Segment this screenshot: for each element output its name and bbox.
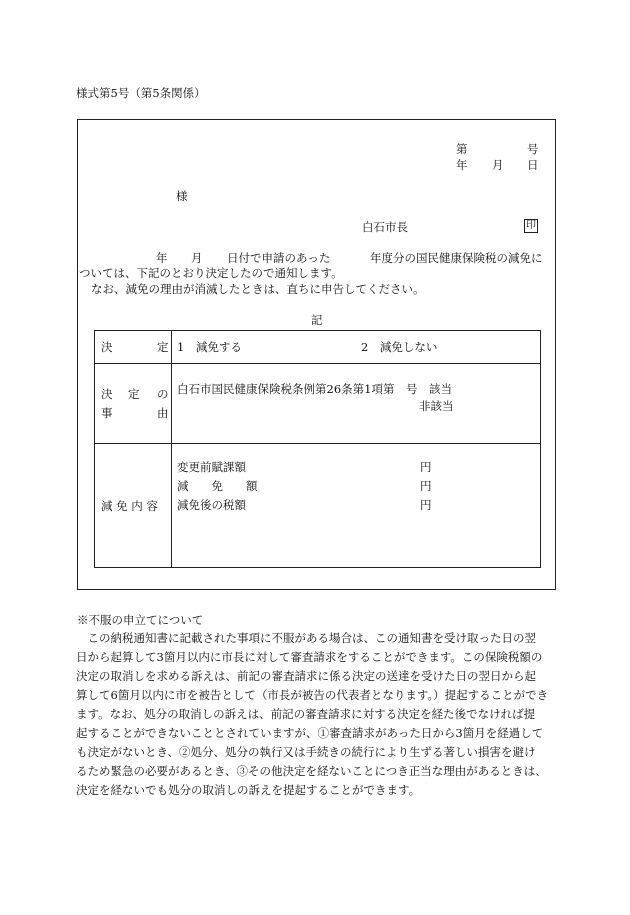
reason-label: 決 定 の 事 由: [95, 364, 172, 444]
intro-rest: 年度分の国民健康保険税の減免に: [370, 251, 543, 265]
appeal-line: 算して6箇月以内に市を被告として（市長が被告の代表者となります。）提起することができ: [76, 688, 549, 702]
table-row: [95, 331, 541, 364]
addressee-suffix: 様: [176, 189, 188, 203]
appeal-line: ます。なお、処分の取消しの訴えは、前記の審査請求に対する決定を経た後でなければ提: [76, 707, 536, 721]
issuer-name: 白石市長: [362, 220, 408, 234]
number-suffix: 号: [527, 142, 539, 156]
decision-options: [172, 331, 541, 364]
reduction-amount-unit: 円: [420, 479, 432, 493]
date-day: 日: [527, 158, 539, 172]
seal-mark: [524, 217, 538, 233]
table-row: [95, 364, 541, 444]
body-line-2: ついては、下記のとおり決定したので通知します。: [79, 266, 343, 280]
appeal-line: この納税通知書に記載された事項に不服がある場合は、この通知書を受け取った日の翌: [76, 631, 536, 645]
intro-year: 年: [156, 251, 168, 265]
amount-after-unit: 円: [420, 498, 432, 512]
table-row: [95, 444, 541, 568]
option-no-reduce: 2 減免しない: [361, 340, 438, 354]
intro-day-text: 日付で申請のあった: [227, 251, 331, 265]
appeal-heading: ※不服の申立てについて: [77, 613, 204, 627]
decision-table: [94, 330, 541, 568]
reduction-amount-label: 減 免 額: [177, 479, 258, 493]
intro-month: 月: [191, 251, 203, 265]
appeal-line: も決定がないとき、②処分、処分の執行又は手続きの続行により生ずる著しい損害を避け: [76, 745, 536, 759]
appeal-line: るため緊急の必要があるとき、③その他決定を経ないことにつき正当な理由があるときは、: [76, 764, 547, 778]
amount-before-label: 変更前賦課額: [177, 460, 246, 474]
ki-heading: 記: [311, 313, 323, 327]
option-reduce: 1 減免する: [177, 340, 242, 354]
amount-after-label: 減免後の税額: [177, 498, 246, 512]
reason-content: [172, 364, 541, 444]
form-title: 様式第5号（第5条関係）: [76, 86, 206, 100]
appeal-line: 日から起算して3箇月以内に市長に対して審査請求をすることができます。この保険税額の: [76, 650, 543, 664]
decision-label: 決 定: [95, 331, 172, 364]
appeal-line: 決定を経ないでも処分の取消しの訴えを提起することができます。: [76, 783, 421, 797]
number-prefix: 第: [456, 142, 468, 156]
appeal-line: 決定の取消しを求める訴えは、前記の審査請求に係る決定の送達を受けた日の翌日から起: [76, 669, 536, 683]
reason-not-applicable: 非該当: [419, 399, 454, 413]
reduction-content: [172, 444, 541, 568]
appeal-line: 起することができないこととされていますが、①審査請求があった日から3箇月を経過して: [76, 726, 544, 740]
reduction-label: 減 免 内 容: [95, 444, 172, 568]
date-month: 月: [492, 158, 504, 172]
seal-icon: 印: [526, 220, 536, 231]
body-line-3: なお、減免の理由が消滅したときは、直ちに申告してください。: [91, 282, 425, 296]
date-year: 年: [456, 158, 468, 172]
amount-before-unit: 円: [420, 460, 432, 474]
reason-applicable: 白石市国民健康保険税条例第26条第1項第 号 該当: [177, 382, 452, 396]
